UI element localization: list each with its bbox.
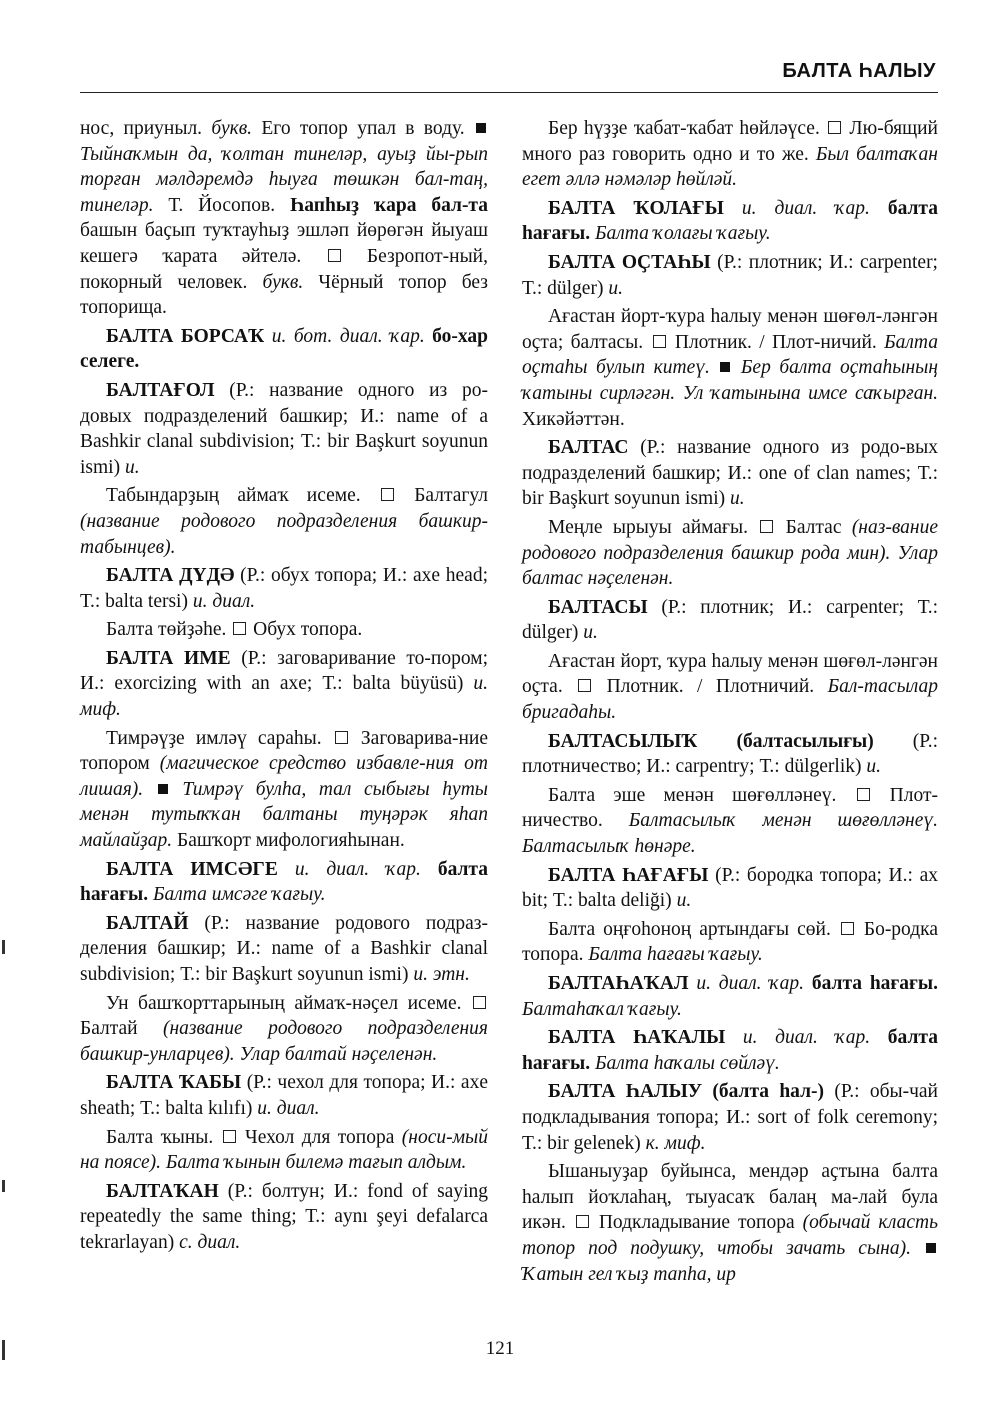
- example-marker-icon: [476, 123, 486, 133]
- translation-marker-icon: [857, 788, 870, 801]
- italic-text: Бер балта оҫтаһының ҡатыны сирләгән. Ул ҡатынына имсе саҡырған.: [522, 357, 938, 404]
- italic-text: (наз-вание родового подразделения башкир рода мин). Улар балтас нәҫеленән.: [522, 516, 938, 590]
- dictionary-entry: [80, 646, 488, 723]
- entry-text: Ун башҡорттарының аймаҡ-нәҫел исеме.: [106, 992, 471, 1014]
- headword: БАЛТА ҺАҒАҒЫ: [548, 864, 709, 886]
- translation-marker-icon: [223, 1130, 236, 1143]
- italic-text: (название родового подразделения башкир-унларцев). Улар балтай нәҫеленән.: [80, 1018, 488, 1065]
- italic-text: (название родового подразделения башкир-табынцев).: [80, 510, 488, 558]
- italic-text: Балтаһаҡал ҡағыу.: [522, 998, 682, 1020]
- italic-text: Балта ҡолағы ҡағыу.: [590, 223, 771, 245]
- entry-text: Плотник. / Плот-ничий.: [667, 331, 885, 353]
- italic-text: и.: [608, 277, 623, 299]
- dictionary-entry: [522, 1025, 938, 1076]
- italic-text: Тимрәү булһа, тал сыбығы һуты менән тутыҡҡан балтаны туңәрәк яһап майлайҙар.: [80, 778, 489, 852]
- italic-text: (обычай класть топор под подушку, чтобы зачать сына).: [522, 1212, 939, 1259]
- scan-edge-mark: [2, 940, 5, 954]
- dictionary-entry: [522, 917, 938, 968]
- entry-text: (Р.: заговаривание то-пором; И.: exorcizing with an axe; Т.: balta büyüsü): [80, 647, 488, 695]
- entry-text: Ағастан йорт-ҡура һалыу менән шөғөл-ләнгән оҫта; балтасы.: [522, 306, 938, 353]
- italic-text: и. диал. ҡар.: [723, 197, 870, 219]
- scan-edge-mark: [2, 1340, 5, 1360]
- dictionary-entry: [522, 649, 938, 726]
- italic-text: и.: [730, 488, 745, 510]
- dictionary-entry: [522, 515, 938, 592]
- italic-text: Балта имсәге ҡағыу.: [148, 884, 326, 906]
- headword: БАЛТАСЫ: [548, 596, 648, 618]
- dictionary-entry: [522, 971, 938, 1022]
- italic-text: (носи-мый на поясе). Балта ҡынын билемә тағып алдым.: [80, 1126, 488, 1174]
- italic-text: с. диал.: [179, 1231, 241, 1253]
- italic-text: и.: [583, 622, 598, 644]
- translation-marker-icon: [578, 679, 591, 692]
- dictionary-entry: [80, 726, 488, 854]
- entry-text: Его топор упал в воду.: [252, 118, 474, 139]
- dictionary-entry: [522, 250, 938, 301]
- dictionary-entry: [80, 563, 488, 614]
- entry-text: Башҡорт мифологияһынан.: [172, 830, 405, 852]
- italic-text: Балтасылыҡ менән шөғөлләнеү. Балтасылыҡ һөнәре.: [522, 810, 938, 858]
- italic-text: и.: [866, 756, 881, 778]
- entry-text: Балтас: [775, 516, 852, 538]
- entry-text: Обух топора.: [248, 619, 363, 641]
- entry-text: Балтагул: [395, 485, 488, 507]
- headword: балта һағағы.: [522, 197, 939, 245]
- italic-text: и. диал. ҡар.: [725, 1027, 871, 1049]
- italic-text: и. диал.: [257, 1097, 320, 1119]
- dictionary-entry: [80, 1125, 488, 1176]
- italic-text: и. миф.: [80, 673, 488, 721]
- entry-text: Балта ҡыны.: [106, 1126, 221, 1148]
- italic-text: и.: [676, 890, 692, 912]
- translation-marker-icon: [473, 996, 486, 1009]
- entry-text: Заговарива-ние топором: [80, 727, 488, 775]
- italic-text: (магическое средство избавле-ния от лишая).: [80, 753, 489, 800]
- entry-text: Бер һүҙҙе ҡабат-ҡабат һөйләүсе.: [548, 118, 827, 139]
- example-marker-icon: [926, 1243, 936, 1253]
- dictionary-entry: [80, 378, 488, 480]
- dictionary-entry: [522, 196, 938, 247]
- dictionary-entry: [80, 324, 488, 375]
- headword: БАЛТА БОРСАҠ: [106, 325, 265, 347]
- italic-text: к. миф.: [645, 1132, 706, 1154]
- italic-text: Был балтаҡан егет әллә нәмәләр һөйләй.: [522, 143, 938, 191]
- italic-text: и. бот. диал. ҡар.: [264, 325, 425, 347]
- entry-text: Чёрный топор без топорища.: [80, 271, 489, 319]
- dictionary-entry: [80, 991, 488, 1068]
- entry-text: (Р.: плотничество; И.: carpentry; Т.: dülgerlik): [522, 730, 938, 778]
- entry-text: (Р.: обы-чай подкладывания топора; И.: sort of folk ceremony; Т.: bir gelenek): [522, 1081, 938, 1154]
- dictionary-entry: [522, 595, 938, 646]
- headword: БАЛТА ДҮДӘ: [106, 565, 235, 587]
- entry-text: Плотник. / Плотничий.: [593, 676, 828, 698]
- entry-text: Тимрәүҙе имләү сараһы.: [106, 727, 333, 749]
- translation-marker-icon: [335, 731, 348, 744]
- translation-marker-icon: [653, 335, 666, 348]
- entry-text: башын баҫып туҡтауһыҙ эшләп йөрөгән йыуаш кешегә ҡарата әйтелә.: [80, 220, 488, 267]
- headword: балта һағағы.: [804, 973, 938, 994]
- translation-marker-icon: [841, 922, 854, 935]
- dictionary-entry: [522, 783, 938, 860]
- italic-text: и. диал. ҡар.: [688, 973, 805, 994]
- italic-text: и. диал. ҡар.: [277, 858, 421, 880]
- entry-text: (Р.: название родового подраз-деления башкир; И.: name of a Bashkir clanal subdivision; Т.: bir Başkurt soyunun ismi): [80, 912, 488, 985]
- headword: БАЛТА ИМЕ: [106, 647, 231, 669]
- dictionary-entry: [522, 116, 938, 193]
- entry-text: (Р.: плотник; И.: carpenter; Т.: dülger): [522, 251, 938, 299]
- entry-text: Балта эше менән шөғөлләнеү.: [548, 784, 855, 806]
- scan-edge-mark: [2, 1180, 5, 1192]
- entry-text: Лю-бящий много раз говорить одно и то же.: [522, 118, 938, 165]
- entry-text: Табындарҙың аймаҡ исеме.: [106, 485, 379, 507]
- translation-marker-icon: [328, 249, 341, 262]
- headword: БАЛТА ҠОЛАҒЫ: [548, 197, 724, 219]
- entry-text: (Р.: название одного из ро-довых подразделений башкир; И.: name of a Bashkir clanal subdivision; Т.: bir Başkurt soyunun ismi): [80, 379, 488, 478]
- headword: БАЛТАҒОЛ: [106, 379, 215, 401]
- dictionary-entry: [80, 617, 488, 643]
- example-marker-icon: [720, 362, 730, 372]
- dictionary-entry: [522, 863, 938, 914]
- headword: БАЛТА ҠАБЫ: [106, 1072, 242, 1094]
- italic-text: букв.: [211, 118, 253, 139]
- page-number: 121: [485, 1338, 515, 1359]
- entry-text: Меңле ырыуы аймағы.: [548, 516, 759, 538]
- entry-text: Чехол для топора: [237, 1126, 402, 1148]
- translation-marker-icon: [576, 1215, 589, 1228]
- right-column: [522, 116, 938, 1290]
- entry-text: Плот-ничество.: [522, 784, 939, 832]
- translation-marker-icon: [381, 488, 394, 501]
- entry-text: (Р.: обух топора; И.: axe head; Т.: balta tersi): [80, 565, 489, 612]
- entry-text: (Р.: чехол для топора; И.: axe sheath; Т.: balta kılıfı): [80, 1072, 488, 1119]
- dictionary-entry: [80, 116, 488, 321]
- italic-text: букв.: [262, 271, 304, 293]
- italic-text: Балта һағағы ҡағыу.: [588, 944, 763, 966]
- entry-text: Бо-родка топора.: [522, 918, 938, 966]
- italic-text: Ҡатын гел ҡыҙ тапһа, ир: [522, 1263, 736, 1285]
- headword: Һапһыҙ ҡара бал-та: [289, 194, 488, 216]
- running-header: [80, 56, 938, 93]
- header-title: БАЛТА ҺАЛЫУ: [782, 60, 936, 82]
- headword: БАЛТА ҺАЛЫУ (балта һал-): [548, 1081, 825, 1103]
- dictionary-entry: [80, 1070, 488, 1121]
- entry-text: Балта төйҙәһе.: [106, 619, 232, 641]
- headword: БАЛТАҠАН: [106, 1180, 219, 1202]
- entry-text: Хикәйәттән.: [522, 408, 625, 430]
- translation-marker-icon: [760, 520, 773, 533]
- italic-text: и.: [124, 456, 140, 478]
- entry-text: Подкладывание топора: [590, 1212, 803, 1234]
- entry-text: Балтай: [80, 1018, 163, 1040]
- dictionary-entry: [522, 729, 938, 780]
- headword: БАЛТАС: [548, 437, 629, 459]
- translation-marker-icon: [828, 121, 841, 134]
- headword: БАЛТАСЫЛЫҠ (балтасылығы): [548, 730, 874, 752]
- entry-text: (Р.: плотник; И.: carpenter; Т.: dülger): [522, 596, 938, 644]
- entry-text: Безропот-ный, покорный человек.: [80, 245, 488, 293]
- headword: БАЛТАҺАҠАЛ: [548, 973, 689, 994]
- entry-text: (Р.: бородка топора; И.: ax bit; Т.: balta deliği): [522, 864, 938, 912]
- italic-text: и. диал.: [192, 590, 256, 612]
- headword: БАЛТАЙ: [106, 912, 189, 934]
- italic-text: Балта оҫтаһы булып китеү.: [522, 331, 938, 379]
- translation-marker-icon: [233, 622, 246, 635]
- entry-text: Ышаныуҙар буйынса, мендәр аҫтына балта һалып йоҡлаһаң, тыуасаҡ балаң ма-лай була икән.: [522, 1161, 938, 1234]
- entry-text: Т. Йосопов.: [153, 194, 290, 216]
- italic-text: Балта һаҡалы сөйләү.: [590, 1052, 780, 1074]
- dictionary-entry: [80, 483, 488, 560]
- left-column: [80, 116, 488, 1259]
- dictionary-entry: [80, 1179, 488, 1256]
- dictionary-entry: [522, 1159, 938, 1287]
- headword: БАЛТА ОҪТАҺЫ: [548, 251, 711, 273]
- headword: балта һағағы.: [80, 858, 488, 906]
- entry-text: (Р.: болтун; И.: fond of saying repeatedly the same thing; Т.: aynı şeyi defalarca tekrarlayan): [80, 1180, 488, 1253]
- dictionary-entry: [522, 1079, 938, 1156]
- dictionary-entry: [522, 435, 938, 512]
- italic-text: Бал-тасылар бригадаһы.: [522, 676, 939, 724]
- dictionary-entry: [80, 911, 488, 988]
- headword: балта һағағы.: [522, 1027, 938, 1074]
- italic-text: Тыйнаҡмын да, ҡолтан тинеләр, ауыҙ йы-рып торған мәлдәремдә һыуға төшкән бал-таң, тинеләр.: [80, 143, 488, 216]
- italic-text: и. этн.: [413, 964, 470, 985]
- dictionary-entry: [522, 304, 938, 432]
- headword: БАЛТА ҺАҠАЛЫ: [548, 1027, 726, 1049]
- dictionary-entry: [80, 857, 488, 908]
- headword: бо-хар селеге.: [80, 325, 489, 373]
- entry-text: Балта оңғоһоноң артындағы сөй.: [548, 918, 839, 940]
- entry-text: Ағастан йорт, ҡура һалыу менән шөғөл-ләнгән оҫта.: [522, 650, 938, 698]
- headword: БАЛТА ИМСӘГЕ: [106, 858, 278, 880]
- example-marker-icon: [158, 784, 168, 794]
- entry-text: нос, приуныл.: [80, 118, 212, 139]
- entry-text: (Р.: название одного из родо-вых подразделений башкир; И.: one of clan names; Т.: bir Başkurt soyunun ismi): [522, 437, 938, 510]
